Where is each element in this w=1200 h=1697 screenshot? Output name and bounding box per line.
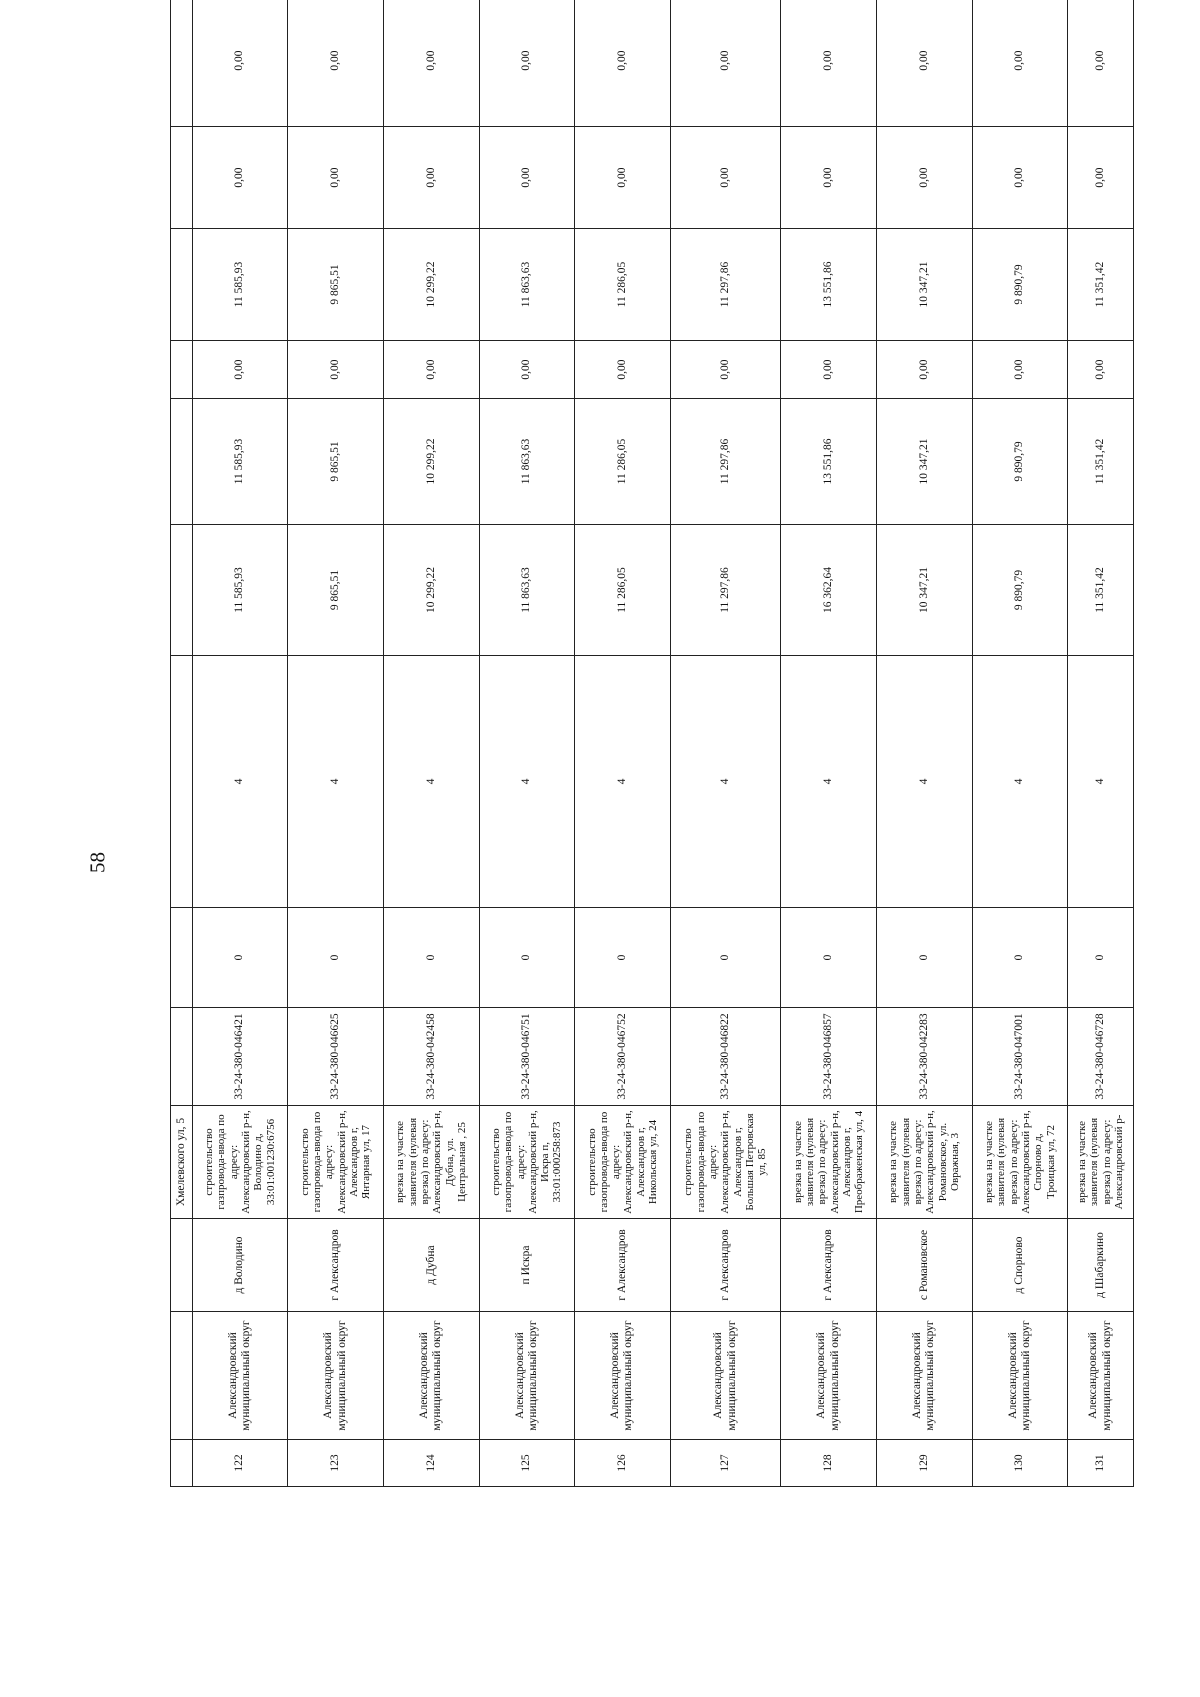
cell-num: 128 bbox=[781, 1440, 877, 1487]
cell-locality: г Александров bbox=[670, 1219, 781, 1312]
cell-code: 33-24-380-046751 bbox=[479, 1008, 575, 1106]
cell-c2: 4 bbox=[192, 656, 288, 908]
cell-c2: 4 bbox=[670, 656, 781, 908]
cell-v1: 11 286,05 bbox=[575, 525, 671, 656]
cell-v4: 10 347,21 bbox=[876, 229, 972, 341]
cell-v4: 9 865,51 bbox=[288, 229, 384, 341]
table-row bbox=[972, 0, 1068, 1487]
cell-v6: 0,00 bbox=[781, 0, 877, 127]
table-row bbox=[192, 0, 288, 1487]
cell-num: 123 bbox=[288, 1440, 384, 1487]
cell-v5: 0,00 bbox=[1068, 127, 1134, 229]
cell-address: врезка на участке заявителя (нулевая врезка) по адресу: Александровский р-н, Дубна, ул. Центральная , 25 bbox=[383, 1106, 479, 1219]
cell-address: строительство газопровода-ввода по адресу: Александровский р-н, Александров г, Янтарная ул, 17 bbox=[288, 1106, 384, 1219]
cell-c1: 0 bbox=[288, 908, 384, 1008]
cell-address: врезка на участке заявителя (нулевая врезка) по адресу: Александровский р- bbox=[1068, 1106, 1134, 1219]
cell-v3: 0,00 bbox=[575, 341, 671, 399]
cell-code: 33-24-380-046625 bbox=[288, 1008, 384, 1106]
cell-code: 33-24-380-046822 bbox=[670, 1008, 781, 1106]
cell-district: Александровский муниципальный округ bbox=[670, 1312, 781, 1440]
cell-v2: 9 865,51 bbox=[288, 399, 384, 525]
table-row bbox=[288, 0, 384, 1487]
cell-v2: 11 863,63 bbox=[479, 399, 575, 525]
cell-v1: 10 347,21 bbox=[876, 525, 972, 656]
cell-address: врезка на участке заявителя (нулевая врезка) по адресу: Александровский р-н, Александров г, Преображенская ул, 4 bbox=[781, 1106, 877, 1219]
cell-c1: 0 bbox=[781, 908, 877, 1008]
cell-v1: 9 890,79 bbox=[972, 525, 1068, 656]
cell-num: 127 bbox=[670, 1440, 781, 1487]
cell-v3: 0,00 bbox=[1068, 341, 1134, 399]
cell-v3: 0,00 bbox=[192, 341, 288, 399]
cell-v6: 0,00 bbox=[192, 0, 288, 127]
cell-v2: 10 299,22 bbox=[383, 399, 479, 525]
cell-v5: 0,00 bbox=[192, 127, 288, 229]
cell-district bbox=[171, 1312, 193, 1440]
data-table bbox=[170, 0, 1134, 1487]
cell-locality: п Искра bbox=[479, 1219, 575, 1312]
cell-c1: 0 bbox=[670, 908, 781, 1008]
cell-c1: 0 bbox=[972, 908, 1068, 1008]
cell-district: Александровский муниципальный округ bbox=[192, 1312, 288, 1440]
cell-v3: 0,00 bbox=[972, 341, 1068, 399]
cell-v3: 0,00 bbox=[383, 341, 479, 399]
cell-v2: 11 351,42 bbox=[1068, 399, 1134, 525]
table-row bbox=[876, 0, 972, 1487]
cell-locality: г Александров bbox=[288, 1219, 384, 1312]
cell-v1: 9 865,51 bbox=[288, 525, 384, 656]
cell-v4: 11 863,63 bbox=[479, 229, 575, 341]
cell-v1: 11 297,86 bbox=[670, 525, 781, 656]
cell-c2 bbox=[171, 656, 193, 908]
cell-v6: 0,00 bbox=[670, 0, 781, 127]
cell-num: 122 bbox=[192, 1440, 288, 1487]
table-row bbox=[383, 0, 479, 1487]
cell-c1: 0 bbox=[575, 908, 671, 1008]
cell-c2: 4 bbox=[383, 656, 479, 908]
cell-locality: г Александров bbox=[575, 1219, 671, 1312]
cell-num: 125 bbox=[479, 1440, 575, 1487]
cell-num: 131 bbox=[1068, 1440, 1134, 1487]
cell-v4: 11 351,42 bbox=[1068, 229, 1134, 341]
cell-code: 33-24-380-046728 bbox=[1068, 1008, 1134, 1106]
table-row bbox=[575, 0, 671, 1487]
cell-district: Александровский муниципальный округ bbox=[288, 1312, 384, 1440]
cell-v5: 0,00 bbox=[670, 127, 781, 229]
cell-locality: д Володино bbox=[192, 1219, 288, 1312]
cell-address: строительство газопровода-ввода по адресу: Александровский р-н, Александров г, Большая Петровская ул, 85 bbox=[670, 1106, 781, 1219]
cell-v1: 11 585,93 bbox=[192, 525, 288, 656]
cell-code bbox=[171, 1008, 193, 1106]
cell-district: Александровский муниципальный округ bbox=[1068, 1312, 1134, 1440]
cell-v5: 0,00 bbox=[383, 127, 479, 229]
cell-v1: 10 299,22 bbox=[383, 525, 479, 656]
cell-locality: д Шабаркино bbox=[1068, 1219, 1134, 1312]
cell-v6: 0,00 bbox=[288, 0, 384, 127]
cell-v1 bbox=[171, 525, 193, 656]
cell-address: строительство газопровода-ввода по адресу: Александровский р-н, Искра п, 33:01:000258:873 bbox=[479, 1106, 575, 1219]
table-row bbox=[479, 0, 575, 1487]
cell-v5: 0,00 bbox=[575, 127, 671, 229]
cell-v3 bbox=[171, 341, 193, 399]
cell-v6: 0,00 bbox=[972, 0, 1068, 127]
cell-v5 bbox=[171, 127, 193, 229]
cell-v4: 11 297,86 bbox=[670, 229, 781, 341]
table-row bbox=[670, 0, 781, 1487]
cell-v5: 0,00 bbox=[876, 127, 972, 229]
cell-district: Александровский муниципальный округ bbox=[876, 1312, 972, 1440]
carryover-row bbox=[171, 0, 193, 1487]
cell-address: врезка на участке заявителя (нулевая врезка) по адресу: Александровский р-н, Спорново д, Троицкая ул, 72 bbox=[972, 1106, 1068, 1219]
cell-v4: 9 890,79 bbox=[972, 229, 1068, 341]
cell-locality: д Спорново bbox=[972, 1219, 1068, 1312]
cell-v3: 0,00 bbox=[876, 341, 972, 399]
cell-v1: 11 351,42 bbox=[1068, 525, 1134, 656]
cell-code: 33-24-380-047001 bbox=[972, 1008, 1068, 1106]
cell-v2: 9 890,79 bbox=[972, 399, 1068, 525]
cell-v3: 0,00 bbox=[781, 341, 877, 399]
cell-num: 129 bbox=[876, 1440, 972, 1487]
cell-num bbox=[171, 1440, 193, 1487]
cell-c2: 4 bbox=[1068, 656, 1134, 908]
cell-district: Александровский муниципальный округ bbox=[972, 1312, 1068, 1440]
cell-code: 33-24-380-042458 bbox=[383, 1008, 479, 1106]
cell-v2: 11 297,86 bbox=[670, 399, 781, 525]
cell-c1: 0 bbox=[876, 908, 972, 1008]
cell-num: 130 bbox=[972, 1440, 1068, 1487]
cell-v6: 0,00 bbox=[383, 0, 479, 127]
cell-v1: 16 362,64 bbox=[781, 525, 877, 656]
cell-c1: 0 bbox=[383, 908, 479, 1008]
page-number: 58 bbox=[85, 852, 110, 873]
cell-district: Александровский муниципальный округ bbox=[479, 1312, 575, 1440]
cell-c2: 4 bbox=[876, 656, 972, 908]
cell-code: 33-24-380-046421 bbox=[192, 1008, 288, 1106]
cell-district: Александровский муниципальный округ bbox=[575, 1312, 671, 1440]
cell-district: Александровский муниципальный округ bbox=[781, 1312, 877, 1440]
cell-v6 bbox=[171, 0, 193, 127]
cell-v4: 10 299,22 bbox=[383, 229, 479, 341]
cell-address: строительство газпровода-ввода по адресу: Александровский р-н, Володино д, 33:01:001230:6756 bbox=[192, 1106, 288, 1219]
cell-c2: 4 bbox=[479, 656, 575, 908]
cell-code: 33-24-380-046857 bbox=[781, 1008, 877, 1106]
cell-address: Хмелевского ул, 5 bbox=[171, 1106, 193, 1219]
cell-locality: с Романовское bbox=[876, 1219, 972, 1312]
cell-address: врезка на участке заявителя (нулевая врезка) по адресу: Александровский р-н, Романовское, ул. Овражная, 3 bbox=[876, 1106, 972, 1219]
cell-c1: 0 bbox=[1068, 908, 1134, 1008]
cell-v6: 0,00 bbox=[876, 0, 972, 127]
table-row bbox=[1068, 0, 1134, 1487]
cell-v5: 0,00 bbox=[972, 127, 1068, 229]
cell-v2: 10 347,21 bbox=[876, 399, 972, 525]
cell-locality bbox=[171, 1219, 193, 1312]
cell-num: 124 bbox=[383, 1440, 479, 1487]
cell-code: 33-24-380-046752 bbox=[575, 1008, 671, 1106]
table-row bbox=[781, 0, 877, 1487]
cell-c1: 0 bbox=[479, 908, 575, 1008]
cell-v2 bbox=[171, 399, 193, 525]
cell-v4 bbox=[171, 229, 193, 341]
cell-v3: 0,00 bbox=[288, 341, 384, 399]
cell-v5: 0,00 bbox=[288, 127, 384, 229]
data-table-container bbox=[170, 50, 1134, 1487]
cell-v2: 11 286,05 bbox=[575, 399, 671, 525]
cell-v6: 0,00 bbox=[1068, 0, 1134, 127]
cell-v3: 0,00 bbox=[670, 341, 781, 399]
cell-v4: 11 286,05 bbox=[575, 229, 671, 341]
cell-c1 bbox=[171, 908, 193, 1008]
cell-c1: 0 bbox=[192, 908, 288, 1008]
cell-v5: 0,00 bbox=[781, 127, 877, 229]
cell-v2: 11 585,93 bbox=[192, 399, 288, 525]
cell-v6: 0,00 bbox=[479, 0, 575, 127]
cell-code: 33-24-380-042283 bbox=[876, 1008, 972, 1106]
cell-v5: 0,00 bbox=[479, 127, 575, 229]
cell-district: Александровский муниципальный округ bbox=[383, 1312, 479, 1440]
cell-v4: 13 551,86 bbox=[781, 229, 877, 341]
cell-num: 126 bbox=[575, 1440, 671, 1487]
cell-v1: 11 863,63 bbox=[479, 525, 575, 656]
cell-v6: 0,00 bbox=[575, 0, 671, 127]
cell-c2: 4 bbox=[972, 656, 1068, 908]
cell-v2: 13 551,86 bbox=[781, 399, 877, 525]
cell-locality: г Александров bbox=[781, 1219, 877, 1312]
cell-c2: 4 bbox=[288, 656, 384, 908]
cell-v3: 0,00 bbox=[479, 341, 575, 399]
cell-address: строительство газопровода-ввода по адресу: Александровский р-н, Александров г, Никольская ул, 24 bbox=[575, 1106, 671, 1219]
cell-c2: 4 bbox=[781, 656, 877, 908]
cell-c2: 4 bbox=[575, 656, 671, 908]
cell-v4: 11 585,93 bbox=[192, 229, 288, 341]
table-body bbox=[171, 0, 1134, 1487]
cell-locality: д Дубна bbox=[383, 1219, 479, 1312]
